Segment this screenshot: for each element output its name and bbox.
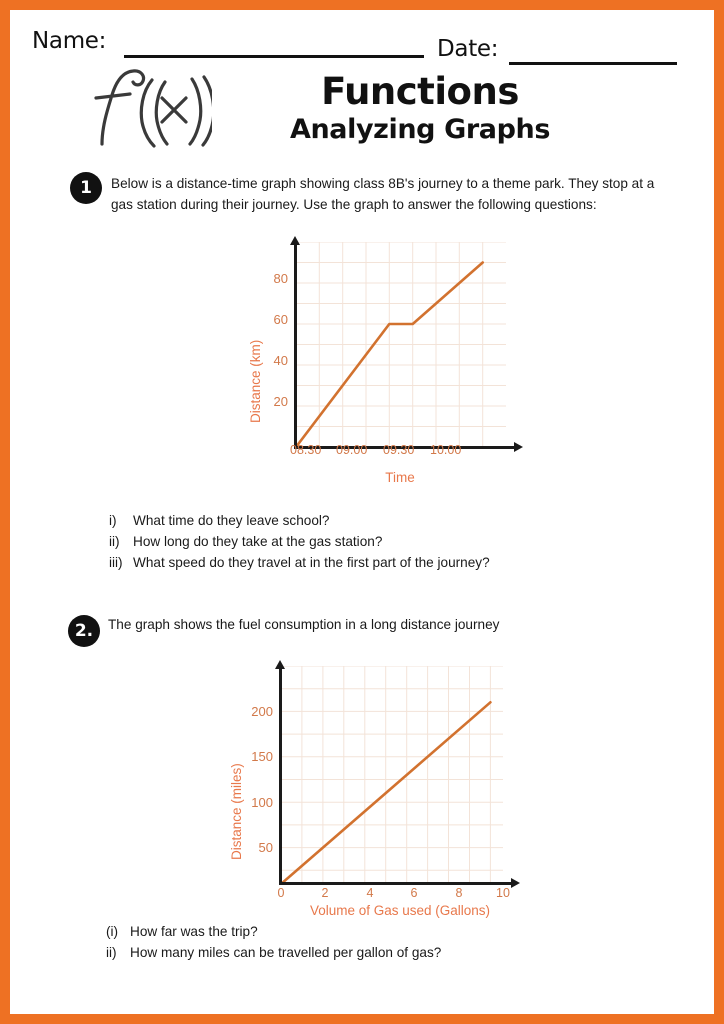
chart-2-y-axis	[279, 668, 282, 884]
f-of-x-icon	[92, 62, 212, 154]
chart-2-x-tick-10: 10	[496, 886, 510, 900]
subquestion-marker: (i)	[106, 924, 119, 939]
question-1-prompt: Below is a distance-time graph showing class 8B's journey to a theme park. They stop at a gas station during their journey. Use the graph to answer the following questions:	[111, 176, 655, 212]
subquestion-marker: ii)	[109, 534, 120, 549]
chart-1-x-tick-0930: 09.30	[383, 443, 415, 457]
chart-2-gridlines	[281, 666, 503, 884]
subquestion-text: What time do they leave school?	[133, 513, 330, 528]
chart-2-y-tick-150: 150	[251, 749, 273, 764]
chart-1-y-axis-arrow	[290, 236, 300, 245]
chart-1-x-axis-arrow	[514, 442, 523, 452]
question-1-subquestions	[109, 510, 629, 573]
chart-1-svg	[296, 242, 506, 447]
chart-1-gridlines	[296, 242, 506, 447]
chart-2-plot-area	[281, 666, 503, 884]
chart-2-y-tick-100: 100	[251, 795, 273, 810]
chart-1-x-tick-0900: 09.00	[336, 443, 368, 457]
worksheet-page	[10, 10, 714, 1014]
list-item	[109, 510, 629, 531]
fuel-consumption-chart	[215, 660, 525, 922]
subquestion-text: How many miles can be travelled per gallon of gas?	[130, 945, 442, 960]
chart-2-x-axis-arrow	[511, 878, 520, 888]
chart-2-x-tick-8: 8	[455, 886, 463, 900]
list-item	[106, 921, 626, 942]
chart-2-y-axis-arrow	[275, 660, 285, 669]
chart-2-x-tick-2: 2	[321, 886, 329, 900]
chart-2-y-axis-title: Distance (miles)	[229, 763, 244, 860]
chart-1-y-tick-40: 40	[273, 353, 288, 368]
chart-2-x-tick-4: 4	[366, 886, 374, 900]
chart-1-y-tick-60: 60	[273, 312, 288, 327]
chart-1-y-axis	[294, 244, 297, 449]
chart-2-svg	[281, 666, 503, 884]
chart-2-x-axis-title: Volume of Gas used (Gallons)	[309, 903, 491, 918]
chart-1-x-axis-title: Time	[385, 470, 415, 485]
chart-1-x-tick-1000: 10.00	[430, 443, 462, 457]
date-label: Date:	[437, 36, 499, 62]
subquestion-text: How far was the trip?	[130, 924, 258, 939]
chart-2-x-tick-6: 6	[410, 886, 418, 900]
chart-1-y-tick-80: 80	[273, 271, 288, 286]
chart-1-plot-area	[296, 242, 506, 447]
list-item	[106, 942, 626, 963]
question-2-subquestions	[106, 921, 626, 963]
name-write-line[interactable]	[124, 55, 424, 58]
page-subtitle: Analyzing Graphs	[289, 114, 551, 145]
subquestion-marker: i)	[109, 513, 117, 528]
list-item	[109, 552, 629, 573]
chart-2-x-axis	[279, 882, 513, 885]
name-label: Name:	[32, 28, 107, 54]
name-date-row	[32, 24, 692, 64]
subquestion-marker: ii)	[106, 945, 117, 960]
title-block	[10, 62, 714, 154]
chart-1-y-axis-title: Distance (km)	[248, 339, 263, 423]
chart-1-x-tick-0830: 08.30	[290, 443, 322, 457]
subquestion-marker: iii)	[109, 555, 123, 570]
subquestion-text: What speed do they travel at in the first part of the journey?	[133, 555, 490, 570]
list-item	[109, 531, 629, 552]
question-1-badge: 1	[70, 172, 102, 204]
subquestion-text: How long do they take at the gas station?	[133, 534, 383, 549]
chart-2-x-tick-0: 0	[277, 886, 285, 900]
chart-2-y-tick-50: 50	[258, 840, 273, 855]
chart-1-y-tick-20: 20	[273, 394, 288, 409]
question-2-badge: 2.	[68, 615, 100, 647]
chart-2-y-tick-200: 200	[251, 704, 273, 719]
question-2-prompt: The graph shows the fuel consumption in a long distance journey	[108, 617, 500, 632]
page-title: Functions	[321, 70, 519, 113]
distance-time-chart	[240, 238, 530, 493]
